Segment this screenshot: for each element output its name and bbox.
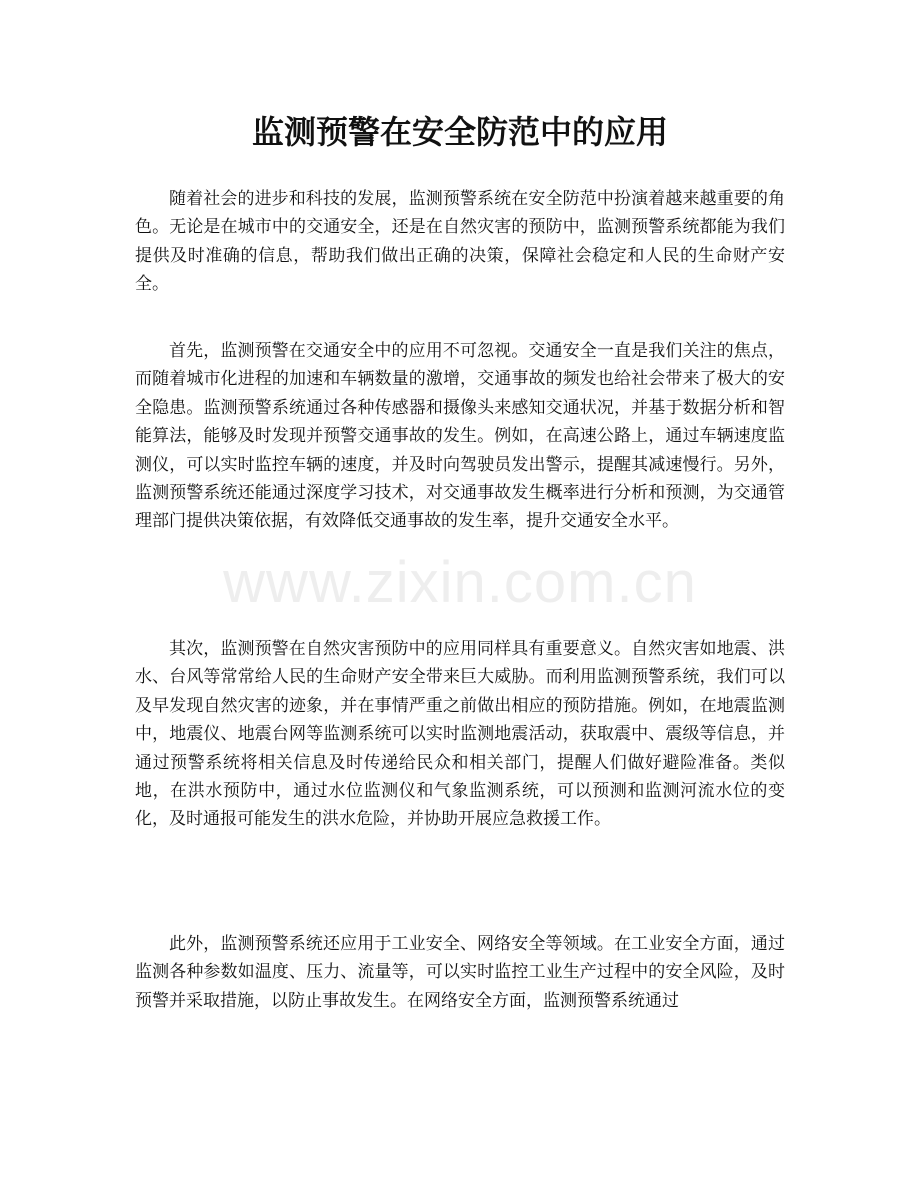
paragraph-industrial-network: 此外，监测预警系统还应用于工业安全、网络安全等领域。在工业安全方面，通过监测各种参数如温度、压力、流量等，可以实时监控工业生产过程中的安全风险，及时预警并采取措施，以防止事故发生。在网络安全方面，监测预警系统通过 [135,934,785,1011]
paragraph-natural-disaster: 其次，监测预警在自然灾害预防中的应用同样具有重要意义。自然灾害如地震、洪水、台风等常常给人民的生命财产安全带来巨大威胁。而利用监测预警系统，我们可以及早发现自然灾害的迹象，并在事情严重之前做出相应的预防措施。例如，在地震监测中，地震仪、地震台网等监测系统可以实时监测地震活动，获取震中、震级等信息，并通过预警系统将相关信息及时传递给民众和相关部门，提醒人们做好避险准备。类似地，在洪水预防中，通过水位监测仪和气象监测系统，可以预测和监测河流水位的变化，及时通报可能发生的洪水危险，并协助开展应急救援工作。 [135,639,785,830]
document-title: 监测预警在安全防范中的应用 [251,113,668,151]
watermark: www.zixin.com.cn [223,550,697,615]
paragraph-traffic-safety: 首先，监测预警在交通安全中的应用不可忽视。交通安全一直是我们关注的焦点，而随着城市化进程的加速和车辆数量的激增，交通事故的频发也给社会带来了极大的安全隐患。监测预警系统通过各种传感器和摄像头来感知交通状况，并基于数据分析和智能算法，能够及时发现并预警交通事故的发生。例如，在高速公路上，通过车辆速度监测仪，可以实时监控车辆的速度，并及时向驾驶员发出警示，提醒其减速慢行。另外，监测预警系统还能通过深度学习技术，对交通事故发生概率进行分析和预测，为交通管理部门提供决策依据，有效降低交通事故的发生率，提升交通安全水平。 [135,341,785,532]
paragraph-intro: 随着社会的进步和科技的发展，监测预警系统在安全防范中扮演着越来越重要的角色。无论是在城市中的交通安全，还是在自然灾害的预防中，监测预警系统都能为我们提供及时准确的信息，帮助我们做出正确的决策，保障社会稳定和人民的生命财产安全。 [135,189,785,295]
